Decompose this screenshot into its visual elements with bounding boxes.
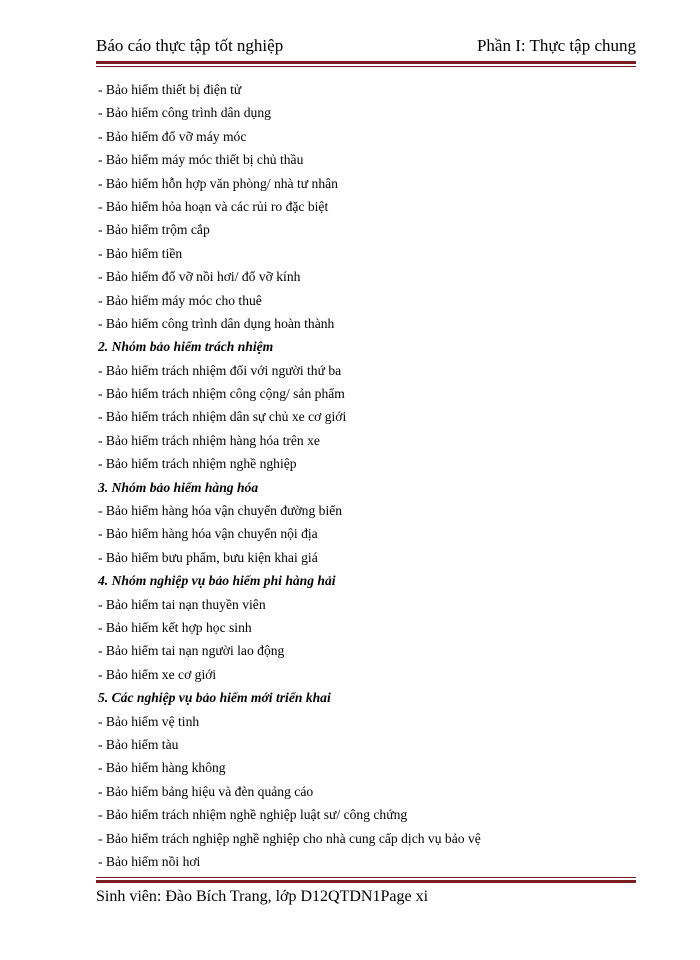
header-rule-thin <box>96 66 636 67</box>
section-heading: 4. Nhóm nghiệp vụ bảo hiểm phi hàng hải <box>98 573 336 589</box>
section-heading: 2. Nhóm bảo hiểm trách nhiệm <box>98 339 274 355</box>
footer-rule-thick <box>96 880 636 883</box>
list-item: - Bảo hiểm hàng không <box>98 760 226 776</box>
list-item: - Bảo hiểm tiền <box>98 245 183 261</box>
list-item: - Bảo hiểm hàng hóa vận chuyển nội địa <box>98 526 318 542</box>
list-item: - Bảo hiểm hỏa hoạn và các rủi ro đặc biệt <box>98 198 329 214</box>
list-item: - Bảo hiểm thiết bị điện tử <box>98 82 242 97</box>
list-item: - Bảo hiểm tai nạn thuyền viên <box>98 596 266 612</box>
list-item: - Bảo hiểm trách nhiệm đối với người thứ ba <box>98 362 342 378</box>
document-body <box>98 78 628 873</box>
page-footer: Sinh viên: Đào Bích Trang, lớp D12QTDN1Page xi <box>96 888 429 905</box>
list-item: - Bảo hiểm trách nhiệm nghề nghiệp luật sư/ công chứng <box>98 807 408 823</box>
list-item: - Bảo hiểm đổ vỡ nồi hơi/ đổ vỡ kính <box>98 269 301 285</box>
header-rule-thick <box>96 61 636 64</box>
footer-rule-thin <box>96 877 636 878</box>
list-item: - Bảo hiểm tàu <box>98 736 179 752</box>
list-item: - Bảo hiểm hàng hóa vận chuyển đường biển <box>98 503 343 519</box>
list-item: - Bảo hiểm nồi hơi <box>98 853 201 869</box>
list-item: - Bảo hiểm trách nhiệm công cộng/ sản phẩm <box>98 386 345 402</box>
list-item: - Bảo hiểm máy móc thiết bị chủ thầu <box>98 152 304 168</box>
section-heading: 3. Nhóm bảo hiểm hàng hóa <box>98 479 259 495</box>
list-item: - Bảo hiểm máy móc cho thuê <box>98 292 262 308</box>
page-header <box>96 36 636 58</box>
list-item: - Bảo hiểm trách nhiệm hàng hóa trên xe <box>98 432 320 448</box>
header-right-title: Phần I: Thực tập chung <box>476 36 636 55</box>
list-item: - Bảo hiểm công trình dân dụng <box>98 105 271 121</box>
list-item: - Bảo hiểm công trình dân dụng hoàn thành <box>98 315 335 331</box>
list-item: - Bảo hiểm tai nạn người lao động <box>98 643 285 659</box>
list-item: - Bảo hiểm kết hợp học sinh <box>98 619 252 635</box>
list-item: - Bảo hiểm bảng hiệu và đèn quảng cáo <box>98 783 314 799</box>
list-item: - Bảo hiểm xe cơ giới <box>98 666 217 682</box>
list-item: - Bảo hiểm hỗn hợp văn phòng/ nhà tư nhân <box>98 175 338 191</box>
list-item: - Bảo hiểm trách nhiệm dân sự chủ xe cơ giới <box>98 409 347 425</box>
list-item: - Bảo hiểm trộm cắp <box>98 222 210 238</box>
list-item: - Bảo hiểm bưu phẩm, bưu kiện khai giá <box>98 549 318 565</box>
list-item: - Bảo hiểm trách nghiệp nghề nghiệp cho nhà cung cấp dịch vụ bảo vệ <box>98 830 481 846</box>
section-heading: 5. Các nghiệp vụ bảo hiểm mới triển khai <box>98 690 331 706</box>
header-left-title: Báo cáo thực tập tốt nghiệp <box>96 36 284 55</box>
list-item: - Bảo hiểm vệ tinh <box>98 713 200 729</box>
list-item: - Bảo hiểm trách nhiệm nghề nghiệp <box>98 456 297 472</box>
list-item: - Bảo hiểm đổ vỡ máy móc <box>98 128 247 144</box>
